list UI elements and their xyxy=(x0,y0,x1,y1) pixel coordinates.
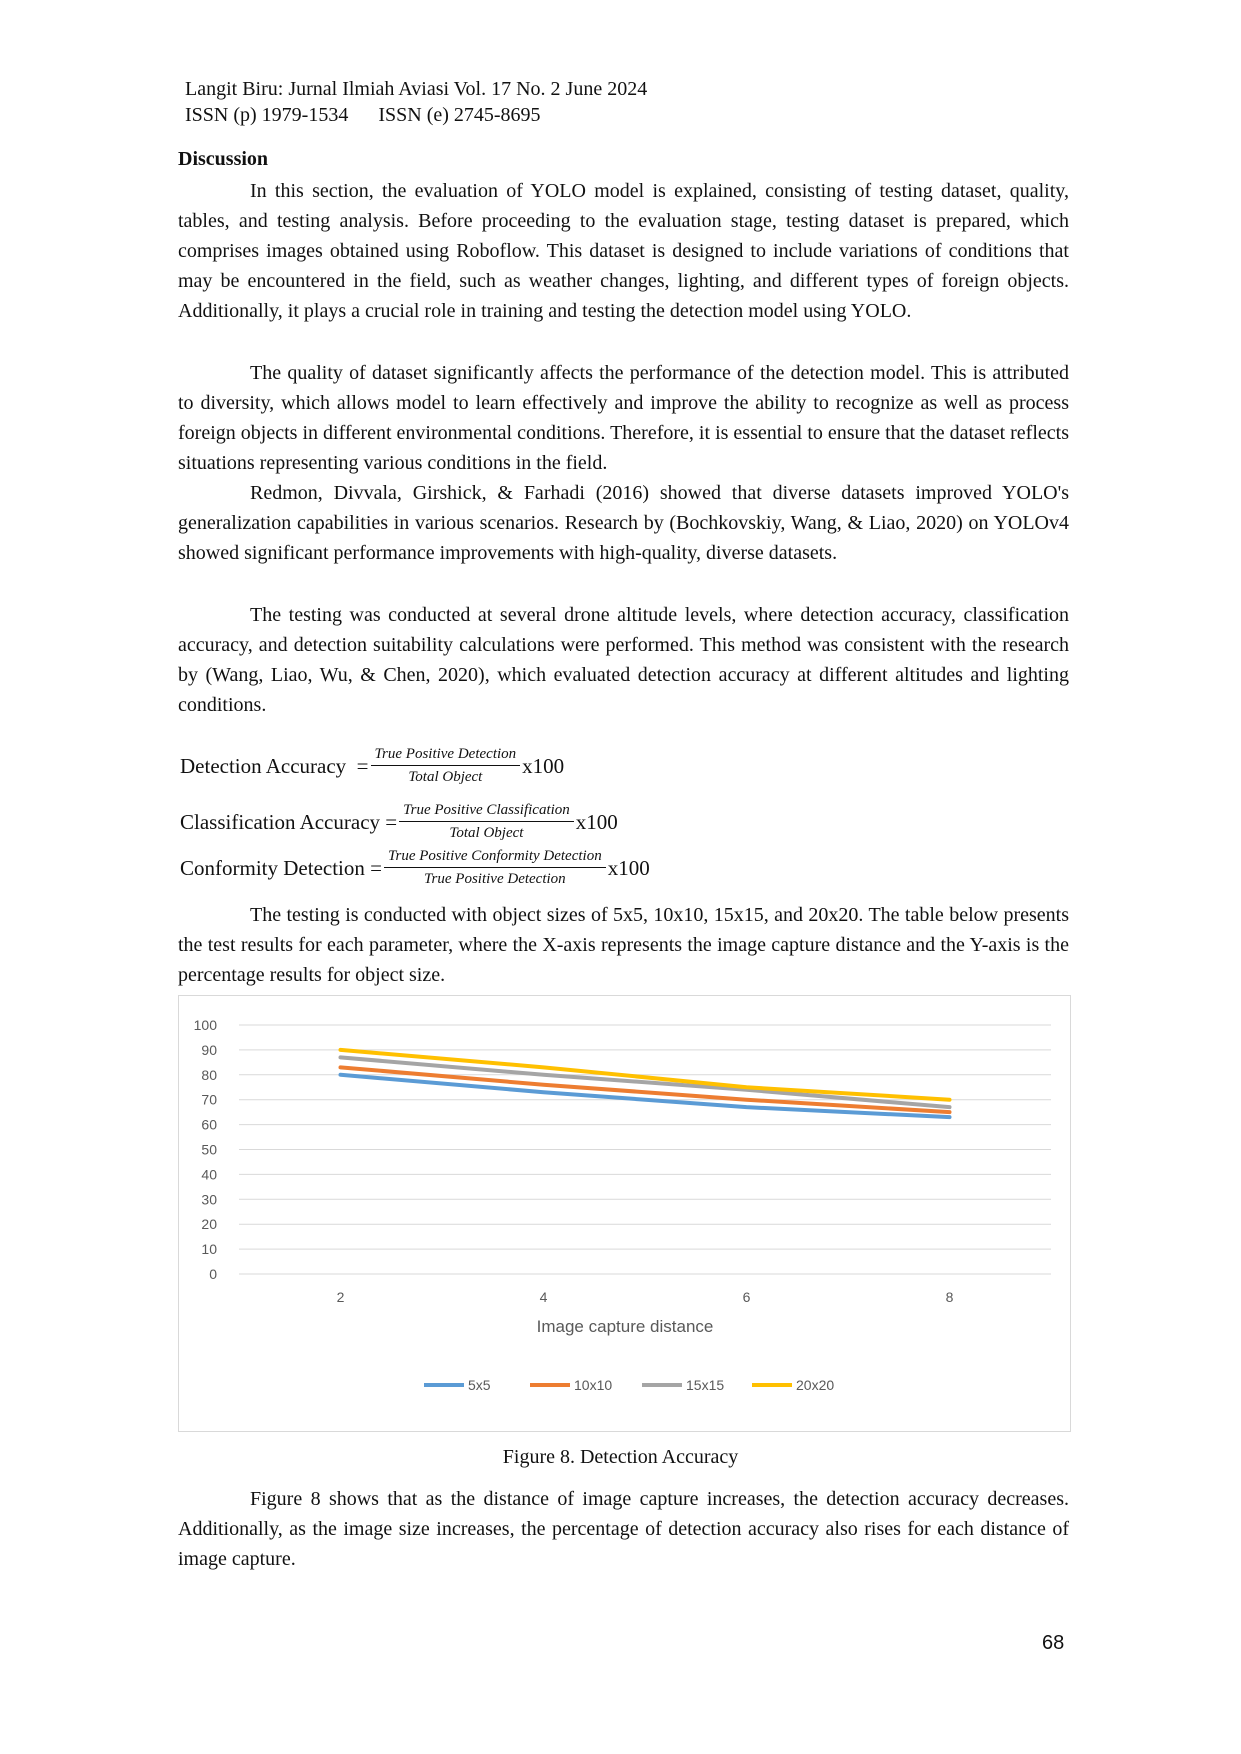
formula-denominator: True Positive Detection xyxy=(424,871,566,887)
y-tick-label: 40 xyxy=(201,1166,217,1183)
chart-svg xyxy=(179,996,1070,1431)
formula-numerator: True Positive Detection xyxy=(371,746,521,766)
formula-label: Detection Accuracy = xyxy=(180,753,369,778)
detection-accuracy-chart xyxy=(178,995,1071,1432)
formula-suffix: x100 xyxy=(522,753,565,778)
formula-fraction xyxy=(371,746,521,786)
paragraph-text: Redmon, Divvala, Girshick, & Farhadi (2016) showed that diverse datasets improved YOLO's generalization capabilities in various scenarios. Research by (Bochkovskiy, Wang, & Liao, 2020) on YOLOv4 showed significant performance improvements with high-quality, diverse datasets. xyxy=(178,482,1069,564)
y-tick-label: 80 xyxy=(201,1066,217,1083)
formula-denominator: Total Object xyxy=(408,769,483,785)
paragraph-dataset-quality xyxy=(178,358,1069,478)
x-tick-label: 8 xyxy=(945,1289,954,1305)
legend-label: 20x20 xyxy=(796,1377,835,1393)
paragraph-text: In this section, the evaluation of YOLO model is explained, consisting of testing dataset, quality, tables, and testing analysis. Before proceeding to the evaluation stage, testing dataset is prepared, which comprises images obtained using Roboflow. This dataset is designed to include variations of conditions that may be encountered in the field, such as weather changes, lighting, and different types of foreign objects. Additionally, it plays a crucial role in training and testing the detection model using YOLO. xyxy=(178,180,1069,322)
formula-label: Conformity Detection = xyxy=(180,855,382,880)
section-title: Discussion xyxy=(178,148,269,170)
formula-detection-accuracy xyxy=(180,746,564,786)
journal-title: Langit Biru: Jurnal Ilmiah Aviasi Vol. 17 No. 2 June 2024 xyxy=(185,78,648,100)
paragraph-text: The quality of dataset significantly affects the performance of the detection model. This is attributed to diversity, which allows model to learn effectively and improve the ability to recognize as well as process foreign objects in different environmental conditions. Therefore, it is essential to ensure that the dataset reflects situations representing various conditions in the field. xyxy=(178,362,1069,474)
paragraph-intro xyxy=(178,176,1069,326)
legend-label: 15x15 xyxy=(686,1377,725,1393)
y-tick-label: 50 xyxy=(201,1141,217,1158)
legend-label: 5x5 xyxy=(468,1377,491,1393)
formula-suffix: x100 xyxy=(575,809,618,834)
formula-label: Classification Accuracy = xyxy=(180,809,398,834)
paragraph-text: The testing was conducted at several drone altitude levels, where detection accuracy, classification accuracy, and detection suitability calculations were performed. This method was consistent with the research by (Wang, Liao, Wu, & Chen, 2020), which evaluated detection accuracy at different altitudes and lighting conditions. xyxy=(178,604,1069,716)
paragraph-figure-analysis xyxy=(178,1484,1069,1574)
paragraph-text: The testing is conducted with object sizes of 5x5, 10x10, 15x15, and 20x20. The table below presents the test results for each parameter, where the X-axis represents the image capture distance and the Y-axis is the percentage results for object size. xyxy=(178,904,1069,986)
formula-suffix: x100 xyxy=(607,855,650,880)
formula-denominator: Total Object xyxy=(449,825,524,841)
paragraph-related-work xyxy=(178,478,1069,568)
formula-classification-accuracy xyxy=(180,802,618,842)
series-line-10x10 xyxy=(341,1067,950,1112)
formula-fraction xyxy=(384,848,606,888)
figure-caption: Figure 8. Detection Accuracy xyxy=(502,1446,739,1468)
y-tick-label: 60 xyxy=(201,1116,217,1133)
y-tick-label: 70 xyxy=(201,1091,217,1108)
formula-numerator: True Positive Conformity Detection xyxy=(384,848,606,868)
legend-label: 10x10 xyxy=(574,1377,613,1393)
paragraph-text: Figure 8 shows that as the distance of image capture increases, the detection accuracy decreases. Additionally, as the image size increases, the percentage of detection accuracy also rises for each distance of image capture. xyxy=(178,1488,1069,1570)
y-tick-label: 30 xyxy=(201,1191,217,1208)
x-axis-title: Image capture distance xyxy=(536,1317,714,1336)
y-tick-label: 10 xyxy=(201,1241,217,1258)
issn-print: ISSN (p) 1979-1534 xyxy=(185,104,349,126)
formula-conformity-detection xyxy=(180,848,650,888)
y-tick-label: 100 xyxy=(193,1017,217,1033)
y-tick-label: 90 xyxy=(201,1041,217,1058)
y-tick-label: 20 xyxy=(201,1216,217,1233)
y-tick-label: 0 xyxy=(209,1266,217,1282)
x-tick-label: 6 xyxy=(742,1289,751,1305)
x-tick-label: 4 xyxy=(539,1289,548,1305)
page-number: 68 xyxy=(1042,1632,1065,1654)
issn-line xyxy=(185,102,647,128)
paragraph-object-sizes xyxy=(178,900,1069,990)
journal-header xyxy=(185,76,647,128)
formula-numerator: True Positive Classification xyxy=(399,802,574,822)
x-tick-label: 2 xyxy=(336,1289,345,1305)
paragraph-testing xyxy=(178,600,1069,720)
formula-fraction xyxy=(399,802,574,842)
issn-electronic: ISSN (e) 2745-8695 xyxy=(378,104,541,126)
